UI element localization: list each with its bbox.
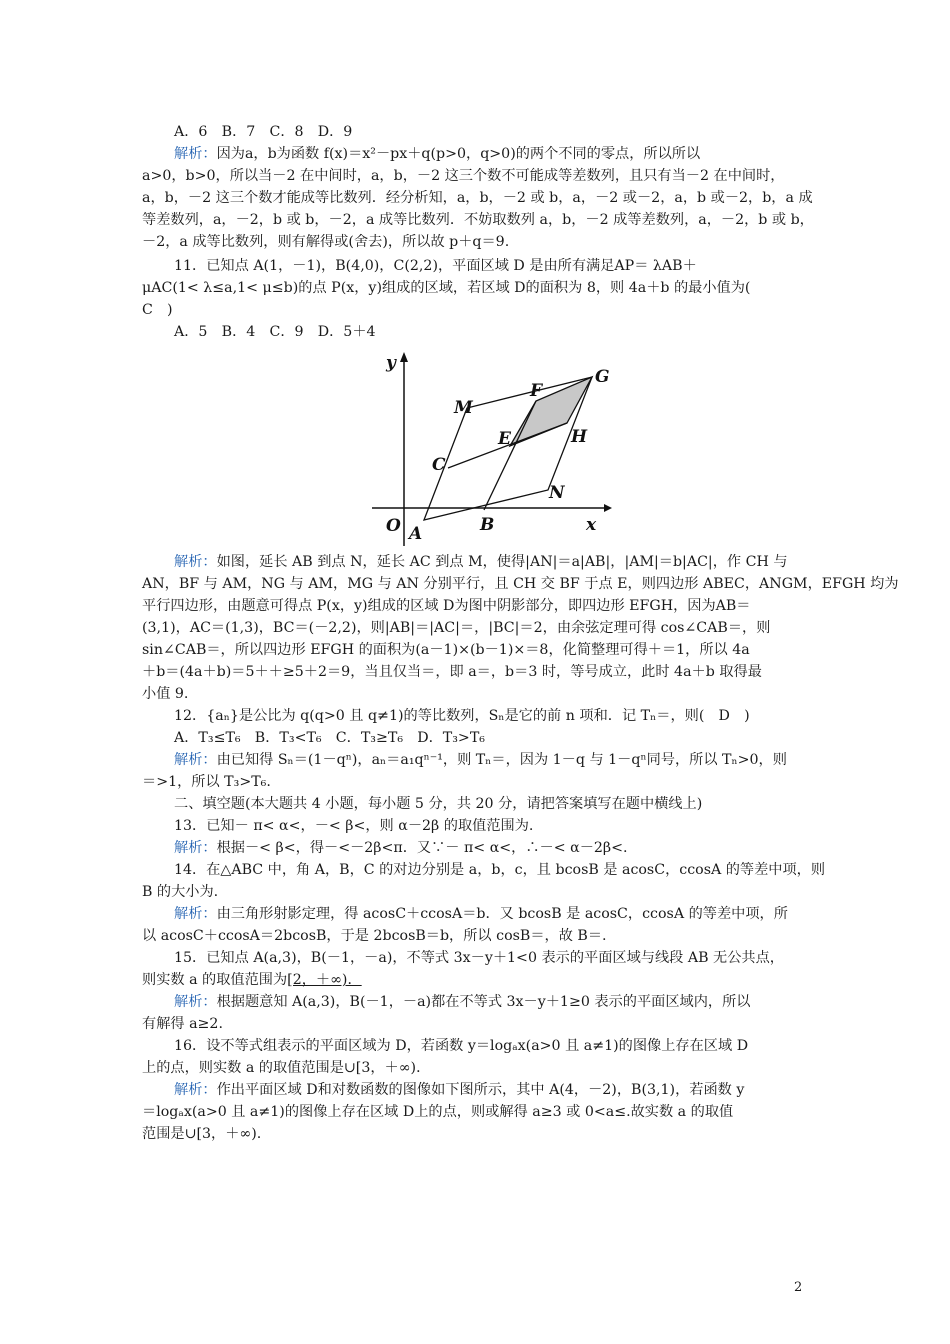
q15-answer: [2，＋∞)． (287, 972, 362, 988)
solution-label: 解析： (174, 906, 217, 922)
solution-label: 解析： (174, 752, 217, 768)
q15-solution-line (174, 991, 750, 1013)
q16-stem: 16．设不等式组表示的平面区域为 D，若函数 y＝logₐx(a>0 且 a≠1)的图像上存在区域 D (174, 1038, 749, 1054)
q13-solution-line (174, 837, 628, 859)
q10-solution-line: 等差数列，a，－2，b 或 b，－2，a 成等比数列．不妨取数列 a，b，－2 成等差数列，a，－2，b 或 b， (142, 212, 814, 228)
label-a: A (409, 524, 423, 544)
solution-label: 解析： (174, 994, 217, 1010)
q11-solution-line: AN，BF 与 AM，NG 与 AM，MG 与 AN 分别平行，且 CH 交 BF 于点 E，则四边形 ABEC，ANGM，EFGH 均为 (142, 576, 899, 592)
q16-solution-line (174, 1079, 744, 1101)
page-number: 2 (794, 1280, 803, 1295)
q12-solution-line (174, 749, 787, 771)
q10-solution-line: a>0，b>0，所以当－2 在中间时，a，b，－2 这三个数不可能成等差数列，且只有当－2 在中间时， (142, 168, 785, 184)
q15-stem-text: 则实数 a 的取值范围为 (142, 972, 288, 988)
q11-solution-line: 小值 9. (142, 686, 189, 702)
q13-stem: 13．已知－ π< α<，－< β<，则 α－2β 的取值范围为. (174, 818, 534, 834)
x-axis-arrow (604, 504, 612, 512)
q16-solution-line: ＝logₐx(a>0 且 a≠1)的图像上存在区域 D上的点，则或解得 a≥3 或 0<a≤.故实数 a 的取值 (142, 1104, 734, 1120)
q16-solution-line: 范围是∪[3，＋∞). (142, 1126, 262, 1142)
q16-stem: 上的点，则实数 a 的取值范围是∪[3，＋∞)． (142, 1060, 431, 1076)
q11-stem: 11．已知点 A(1，－1)，B(4,0)，C(2,2)，平面区域 D 是由所有满足AP＝ λAB＋ (174, 258, 697, 274)
q10-solution-line (174, 143, 700, 165)
solution-text: 根据－< β<，得－<－2β<π．又∵－ π< α<，∴－< α－2β<. (216, 840, 628, 856)
solution-text: 作出平面区域 D和对数函数的图像如下图所示，其中 A(4，－2)，B(3,1)，若函数 y (216, 1082, 745, 1098)
q11-answer: C ) (142, 302, 173, 318)
label-b: B (480, 515, 495, 535)
q11-solution-line: 平行四边形，由题意可得点 P(x，y)组成的区域 D为图中阴影部分，即四边形 EFGH，因为AB＝ (142, 598, 751, 614)
y-axis-arrow (400, 352, 408, 362)
label-g: G (595, 367, 610, 387)
solution-text: 因为a，b为函数 f(x)＝x²－px＋q(p>0，q>0)的两个不同的零点，所以所以 (216, 146, 701, 162)
solution-label: 解析： (174, 1082, 217, 1098)
q12-options: A．T₃≤T₆ B．T₃<T₆ C．T₃≥T₆ D．T₃>T₆ (174, 730, 485, 746)
q11-solution-line: (3,1)，AC＝(1,3)，BC＝(－2,2)，则|AB|＝|AC|＝，|BC|＝2，由余弦定理可得 cos∠CAB＝，则 (142, 620, 771, 636)
q11-options: A．5 B．4 C．9 D．5＋4 (174, 324, 376, 340)
q11-solution-line (174, 551, 788, 573)
label-e: E (498, 429, 511, 449)
q14-stem: B 的大小为. (142, 884, 219, 900)
solution-text: 如图，延长 AB 到点 N，延长 AC 到点 M，使得|AN|＝a|AB|，|AM|＝b|AC|，作 CH 与 (216, 554, 788, 570)
q12-stem: 12．{aₙ}是公比为 q(q>0 且 q≠1)的等比数列，Sₙ是它的前 n 项和．记 Tₙ＝，则( D ) (174, 708, 750, 724)
solution-text: 由三角形射影定理，得 acosC＋ccosA＝b．又 bcosB 是 acosC，ccosA 的等差中项，所 (216, 906, 788, 922)
label-y: y (386, 353, 396, 373)
q14-stem: 14．在△ABC 中，角 A，B，C 的对边分别是 a，b，c，且 bcosB 是 acosC，ccosA 的等差中项，则 (174, 862, 826, 878)
label-f: F (530, 381, 543, 401)
q14-solution-line (174, 903, 788, 925)
label-c: C (432, 455, 446, 475)
section-heading: 二、填空题(本大题共 4 小题，每小题 5 分，共 20 分，请把答案填写在题中横线上) (174, 796, 703, 812)
label-h: H (571, 427, 588, 447)
label-m: M (454, 398, 473, 418)
q14-solution-line: 以 acosC＋ccosA＝2bcosB，于是 2bcosB＝b，所以 cosB＝，故 B＝. (142, 928, 607, 944)
label-o: O (386, 516, 401, 536)
label-n: N (549, 483, 565, 503)
q11-solution-line: ＋b＝(4a＋b)＝5＋＋≥5＋2＝9，当且仅当＝，即 a＝，b＝3 时，等号成立，此时 4a＋b 取得最 (142, 664, 762, 680)
label-x: x (586, 515, 597, 535)
q10-solution-line: a，b，－2 这三个数才能成等比数列．经分析知，a，b，－2 或 b，a，－2 或－2，a，b 或－2，b，a 成 (142, 190, 813, 206)
q10-solution-line: －2，a 成等比数列，则有解得或(舍去)，所以故 p＋q＝9. (142, 234, 510, 250)
q15-solution-line: 有解得 a≥2. (142, 1016, 223, 1032)
q12-solution-line: ＝>1，所以 T₃>T₆. (142, 774, 271, 790)
line-bf (484, 401, 536, 510)
q11-solution-line: sin∠CAB＝，所以四边形 EFGH 的面积为(a－1)×(b－1)×＝8，化简整理可得＋＝1，所以 4a (142, 642, 750, 658)
q10-options: A．6 B．7 C．8 D．9 (174, 124, 353, 140)
solution-label: 解析： (174, 840, 217, 856)
solution-label: 解析： (174, 554, 217, 570)
solution-text: 根据题意知 A(a,3)，B(－1，－a)都在不等式 3x－y＋1≥0 表示的平面区域内，所以 (216, 994, 751, 1010)
parallelogram-figure (372, 350, 612, 546)
solution-text: 由已知得 Sₙ＝(1－qⁿ)，aₙ＝a₁qⁿ⁻¹，则 Tₙ＝，因为 1－q 与 1－qⁿ同号，所以 Tₙ>0，则 (216, 752, 787, 768)
q11-stem: μAC(1< λ≤a,1< μ≤b)的点 P(x，y)组成的区域，若区域 D的面积为 8，则 4a＋b 的最小值为( (142, 280, 751, 296)
q15-stem (142, 969, 362, 991)
solution-label: 解析： (174, 146, 217, 162)
q15-stem: 15．已知点 A(a,3)，B(－1，－a)，不等式 3x－y＋1<0 表示的平面区域与线段 AB 无公共点， (174, 950, 784, 966)
